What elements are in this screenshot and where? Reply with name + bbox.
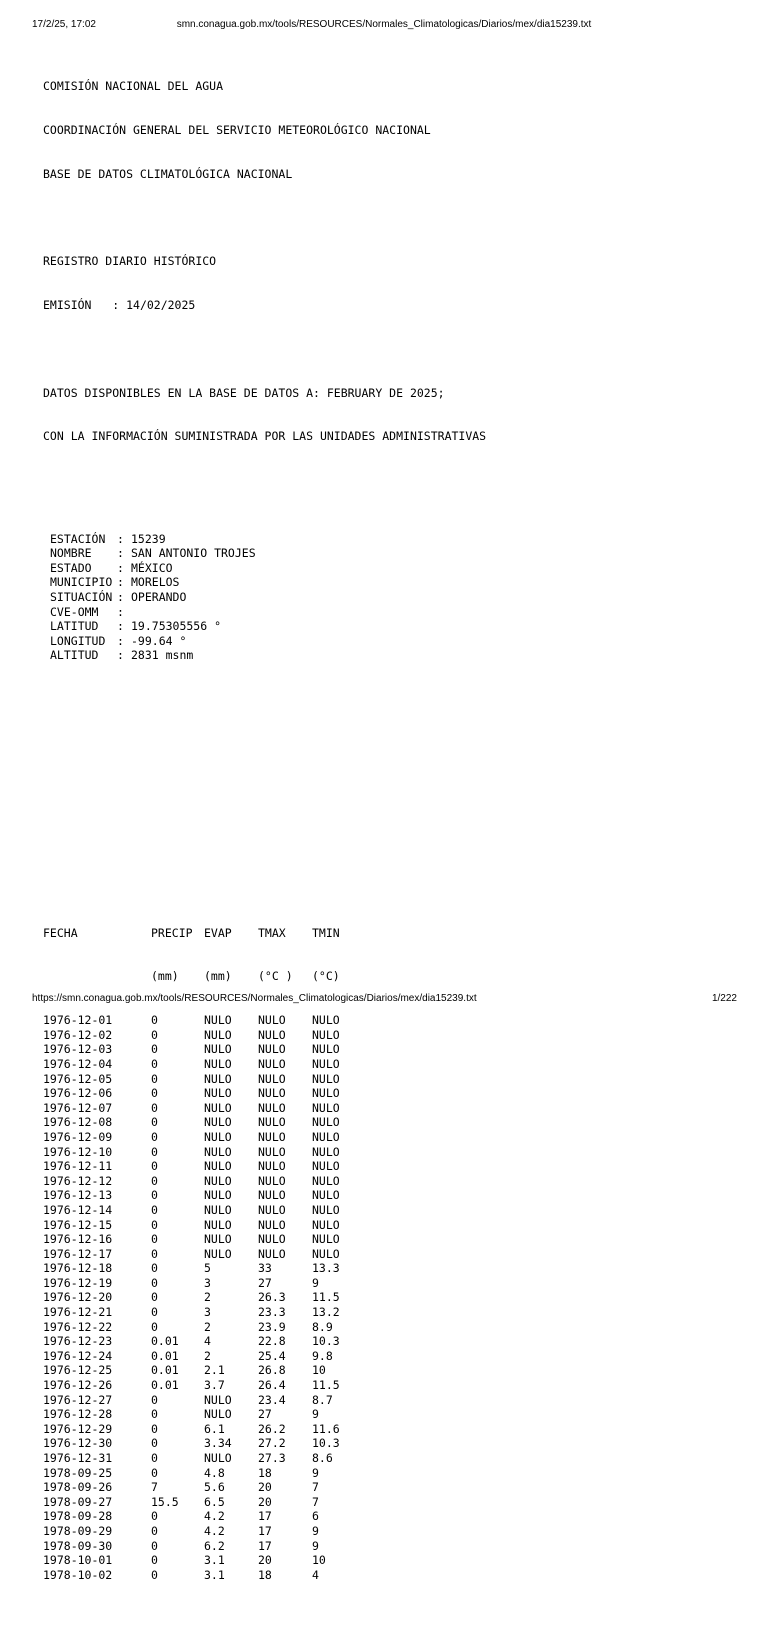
cell-evap: 4.2 [204,1509,225,1524]
cell-tmin: NULO [312,1144,340,1159]
cell-precip: 0 [151,1392,158,1407]
cell-tmax: 20 [258,1480,272,1495]
cell-precip: 0 [151,1129,158,1144]
org-line-3: BASE DE DATOS CLIMATOLÓGICA NACIONAL [43,166,293,181]
cell-fecha: 1976-12-15 [43,1217,113,1232]
cell-tmin: 8.7 [312,1392,333,1407]
table-row [43,1145,486,1160]
station-field-row [43,532,486,547]
cell-tmax: 33 [258,1261,272,1276]
cell-tmin: NULO [312,1056,340,1071]
cell-fecha: 1976-12-16 [43,1232,113,1247]
cell-precip: 7 [151,1480,158,1495]
cell-fecha: 1978-09-25 [43,1465,113,1480]
station-field-value: OPERANDO [131,589,187,604]
table-row [43,1393,486,1408]
column-header-evap: EVAP [204,925,232,940]
cell-precip: 0 [151,1042,158,1057]
table-row [43,1290,486,1305]
cell-tmin: 9 [312,1465,319,1480]
cell-precip: 0 [151,1188,158,1203]
record-title: REGISTRO DIARIO HISTÓRICO [43,254,217,269]
cell-fecha: 1976-12-17 [43,1246,113,1261]
cell-evap: 2 [204,1290,211,1305]
cell-fecha: 1976-12-31 [43,1451,113,1465]
cell-fecha: 1978-10-01 [43,1553,113,1568]
cell-tmax: 23.4 [258,1392,286,1407]
org-line-2: COORDINACIÓN GENERAL DEL SERVICIO METEOROLÓGICO NACIONAL [43,122,431,137]
cell-evap: 2 [204,1319,211,1334]
cell-fecha: 1976-12-13 [43,1188,113,1203]
cell-precip: 0 [151,1100,158,1115]
cell-fecha: 1978-09-28 [43,1509,113,1524]
cell-precip: 0 [151,1465,158,1480]
cell-tmin: NULO [312,1100,340,1115]
table-row [43,1072,486,1087]
cell-tmax: NULO [258,1144,286,1159]
cell-tmin: 11.5 [312,1378,340,1393]
cell-fecha: 1976-12-14 [43,1202,113,1217]
cell-precip: 0 [151,1509,158,1524]
cell-evap: NULO [204,1027,232,1042]
table-row [43,1247,486,1262]
cell-evap: 4.2 [204,1523,225,1538]
cell-tmin: 10 [312,1553,326,1568]
cell-tmax: 26.2 [258,1421,286,1436]
cell-evap: NULO [204,1144,232,1159]
table-row [43,1378,486,1393]
cell-precip: 0 [151,1217,158,1232]
station-field-label: ESTADO [50,560,92,575]
cell-evap: NULO [204,1392,232,1407]
cell-tmin: NULO [312,1129,340,1144]
cell-evap: NULO [204,1202,232,1217]
table-row [43,1480,486,1495]
station-field-separator: : [117,531,124,546]
cell-tmax: NULO [258,1071,286,1086]
cell-evap: 3.7 [204,1378,225,1393]
cell-tmin: 9.8 [312,1348,333,1363]
station-field-value: 2831 msnm [131,648,194,663]
cell-tmin: NULO [312,1202,340,1217]
cell-evap: NULO [204,1188,232,1203]
station-field-label: ALTITUD [50,648,99,663]
cell-fecha: 1976-12-09 [43,1129,113,1144]
cell-tmin: NULO [312,1246,340,1261]
table-row [43,1320,486,1335]
cell-evap: NULO [204,1086,232,1101]
column-unit-fecha [43,969,151,984]
cell-tmin: 11.6 [312,1421,340,1436]
cell-fecha: 1976-12-23 [43,1334,113,1349]
cell-fecha: 1978-09-26 [43,1480,113,1495]
cell-evap: NULO [204,1042,232,1057]
cell-evap: NULO [204,1407,232,1422]
cell-evap: 4.8 [204,1465,225,1480]
cell-evap: NULO [204,1129,232,1144]
table-row [43,1539,486,1554]
cell-tmin: NULO [312,1027,340,1042]
cell-tmin: NULO [312,1217,340,1232]
cell-fecha: 1978-09-30 [43,1538,113,1553]
cell-tmin: 13.3 [312,1261,340,1276]
cell-precip: 0 [151,1202,158,1217]
cell-tmin: 9 [312,1275,319,1290]
cell-precip: 0 [151,1071,158,1086]
cell-evap: 6.1 [204,1421,225,1436]
column-header-tmax: TMAX [258,925,286,940]
cell-precip: 0 [151,1451,158,1465]
station-field-value: SAN ANTONIO TROJES [131,546,256,561]
table-row [43,1203,486,1218]
cell-tmin: 7 [312,1494,319,1509]
station-field-label: MUNICIPIO [50,575,113,590]
table-row [43,1057,486,1072]
cell-fecha: 1976-12-07 [43,1100,113,1115]
column-unit-evap: (mm) [204,969,232,984]
cell-tmax: NULO [258,1246,286,1261]
cell-precip: 0 [151,1086,158,1101]
station-field-row [43,605,486,620]
station-field-value: 19.75305556 ° [131,619,222,634]
emission-value: 14/02/2025 [126,298,196,313]
column-header-precip: PRECIP [151,925,193,940]
table-row [43,1436,486,1451]
cell-precip: 0 [151,1553,158,1568]
table-row [43,1042,486,1057]
cell-fecha: 1976-12-18 [43,1261,113,1276]
cell-fecha: 1976-12-06 [43,1086,113,1101]
availability-line-2: CON LA INFORMACIÓN SUMINISTRADA POR LAS UNIDADES ADMINISTRATIVAS [43,429,487,444]
station-field-value: MÉXICO [131,560,173,575]
station-field-label: ESTACIÓN [50,531,106,546]
cell-fecha: 1976-12-29 [43,1421,113,1436]
station-field-label: CVE-OMM [50,604,99,619]
cell-tmin: NULO [312,1013,340,1028]
cell-tmax: 27 [258,1275,272,1290]
table-row [43,1407,486,1422]
cell-evap: NULO [204,1100,232,1115]
cell-precip: 0 [151,1305,158,1320]
cell-precip: 0 [151,1027,158,1042]
station-field-value: MORELOS [131,575,180,590]
cell-tmin: 10 [312,1363,326,1378]
cell-fecha: 1978-10-02 [43,1567,113,1582]
cell-evap: 6.2 [204,1538,225,1553]
cell-precip: 0 [151,1407,158,1422]
cell-tmax: 23.3 [258,1305,286,1320]
cell-precip: 0 [151,1115,158,1130]
table-row [43,1159,486,1174]
cell-tmin: NULO [312,1173,340,1188]
station-field-separator: : [117,546,124,561]
cell-tmax: NULO [258,1013,286,1028]
cell-fecha: 1976-12-01 [43,1013,113,1028]
cell-precip: 0 [151,1246,158,1261]
cell-tmax: 27.2 [258,1436,286,1451]
cell-precip: 0 [151,1523,158,1538]
station-field-label: SITUACIÓN [50,589,113,604]
cell-evap: NULO [204,1056,232,1071]
cell-tmax: 22.8 [258,1334,286,1349]
cell-tmin: 9 [312,1407,319,1422]
cell-evap: NULO [204,1217,232,1232]
cell-tmin: 7 [312,1480,319,1495]
table-row [43,1349,486,1364]
cell-evap: 3 [204,1275,211,1290]
cell-fecha: 1976-12-26 [43,1378,113,1393]
cell-tmin: 9 [312,1538,319,1553]
cell-tmax: 26.4 [258,1378,286,1393]
station-field-label: LATITUD [50,619,99,634]
cell-precip: 0 [151,1436,158,1451]
cell-precip: 0 [151,1013,158,1028]
cell-evap: 2.1 [204,1363,225,1378]
station-field-row [43,590,486,605]
print-datetime: 17/2/25, 17:02 [32,19,96,30]
station-field-label: NOMBRE [50,546,92,561]
cell-evap: 3.1 [204,1553,225,1568]
cell-fecha: 1978-09-27 [43,1494,113,1509]
cell-precip: 0 [151,1232,158,1247]
cell-fecha: 1976-12-22 [43,1319,113,1334]
cell-tmax: NULO [258,1217,286,1232]
station-field-row [43,575,486,590]
cell-tmin: NULO [312,1188,340,1203]
station-field-row [43,561,486,576]
table-row [43,1101,486,1116]
table-row [43,1363,486,1378]
cell-tmax: 27.3 [258,1451,286,1465]
cell-tmin: 10.3 [312,1436,340,1451]
cell-tmin: NULO [312,1232,340,1247]
cell-evap: NULO [204,1071,232,1086]
cell-evap: 3.34 [204,1436,232,1451]
cell-tmax: 27 [258,1407,272,1422]
table-row [43,1013,486,1028]
cell-tmax: NULO [258,1159,286,1174]
station-field-row [43,648,486,663]
cell-fecha: 1976-12-19 [43,1275,113,1290]
cell-tmin: 6 [312,1509,319,1524]
table-row [43,1188,486,1203]
cell-tmax: 26.3 [258,1290,286,1305]
cell-precip: 0 [151,1567,158,1582]
station-field-separator: : [117,633,124,648]
cell-precip: 0 [151,1261,158,1276]
cell-tmax: 20 [258,1494,272,1509]
station-field-row [43,619,486,634]
cell-tmax: 25.4 [258,1348,286,1363]
table-row [43,1276,486,1291]
cell-tmax: NULO [258,1129,286,1144]
cell-evap: 5.6 [204,1480,225,1495]
cell-tmin: NULO [312,1086,340,1101]
table-row [43,1130,486,1145]
table-units-row [43,969,486,984]
cell-precip: 0.01 [151,1334,179,1349]
table-row [43,1232,486,1247]
cell-tmax: NULO [258,1100,286,1115]
table-row [43,1553,486,1568]
cell-tmax: NULO [258,1232,286,1247]
table-row [43,1174,486,1189]
cell-tmax: NULO [258,1086,286,1101]
cell-tmax: NULO [258,1056,286,1071]
table-row [43,1305,486,1320]
cell-tmax: NULO [258,1115,286,1130]
cell-fecha: 1978-09-29 [43,1523,113,1538]
station-field-value: 15239 [131,531,166,546]
emission-line: EMISIÓN : 14/02/2025 [43,298,196,313]
table-row [43,1466,486,1481]
cell-evap: 2 [204,1348,211,1363]
cell-fecha: 1976-12-03 [43,1042,113,1057]
table-row [43,1422,486,1437]
cell-precip: 0.01 [151,1363,179,1378]
print-url: https://smn.conagua.gob.mx/tools/RESOURCES/Normales_Climatologicas/Diarios/mex/dia15239.txt [32,993,477,1004]
cell-precip: 0.01 [151,1348,179,1363]
station-field-separator: : [117,648,124,663]
table-row [43,1568,486,1583]
cell-tmin: NULO [312,1071,340,1086]
cell-tmax: NULO [258,1188,286,1203]
table-row [43,1086,486,1101]
cell-tmax: 18 [258,1465,272,1480]
table-row [43,1451,486,1466]
cell-evap: 6.5 [204,1494,225,1509]
station-field-label: LONGITUD [50,633,106,648]
print-page-number: 1/222 [711,993,737,1004]
table-row [43,1218,486,1233]
cell-tmax: NULO [258,1202,286,1217]
cell-fecha: 1976-12-04 [43,1056,113,1071]
cell-evap: 5 [204,1261,211,1276]
cell-precip: 0 [151,1290,158,1305]
cell-precip: 0 [151,1275,158,1290]
cell-tmin: NULO [312,1159,340,1174]
cell-tmin: NULO [312,1115,340,1130]
cell-fecha: 1976-12-20 [43,1290,113,1305]
cell-precip: 0.01 [151,1378,179,1393]
cell-precip: 0 [151,1421,158,1436]
cell-fecha: 1976-12-28 [43,1407,113,1422]
cell-tmax: 20 [258,1553,272,1568]
cell-fecha: 1976-12-25 [43,1363,113,1378]
cell-evap: NULO [204,1013,232,1028]
table-row [43,1334,486,1349]
column-header-tmin: TMIN [312,925,340,940]
cell-tmax: NULO [258,1027,286,1042]
cell-precip: 15.5 [151,1494,179,1509]
column-unit-precip: (mm) [151,969,179,984]
document-body [43,50,486,1626]
cell-evap: NULO [204,1246,232,1261]
cell-precip: 0 [151,1173,158,1188]
cell-precip: 0 [151,1144,158,1159]
cell-tmax: 26.8 [258,1363,286,1378]
table-row [43,1524,486,1539]
cell-tmax: 23.9 [258,1319,286,1334]
cell-tmax: 17 [258,1538,272,1553]
cell-precip: 0 [151,1538,158,1553]
station-field-separator: : [117,619,124,634]
cell-tmax: 18 [258,1567,272,1582]
cell-precip: 0 [151,1056,158,1071]
cell-tmin: 13.2 [312,1305,340,1320]
cell-tmin: 4 [312,1567,319,1582]
cell-fecha: 1976-12-11 [43,1159,113,1174]
table-header-row [43,926,486,941]
column-unit-tmax: (°C ) [258,969,293,984]
cell-evap: 4 [204,1334,211,1349]
table-row [43,1115,486,1130]
cell-fecha: 1976-12-08 [43,1115,113,1130]
cell-tmax: NULO [258,1042,286,1057]
cell-fecha: 1976-12-30 [43,1436,113,1451]
cell-tmax: NULO [258,1173,286,1188]
cell-evap: 3 [204,1305,211,1320]
table-row [43,1261,486,1276]
cell-fecha: 1976-12-24 [43,1348,113,1363]
cell-evap: NULO [204,1451,232,1465]
table-row [43,1509,486,1524]
station-field-separator: : [117,589,124,604]
cell-evap: NULO [204,1115,232,1130]
cell-tmin: 9 [312,1523,319,1538]
print-page-title: smn.conagua.gob.mx/tools/RESOURCES/Normales_Climatologicas/Diarios/mex/dia15239.txt [176,19,592,30]
cell-fecha: 1976-12-05 [43,1071,113,1086]
station-field-separator: : [117,560,124,575]
cell-tmin: 10.3 [312,1334,340,1349]
table-body [43,1013,486,1582]
org-line-1: COMISIÓN NACIONAL DEL AGUA [43,79,224,94]
cell-tmin: 11.5 [312,1290,340,1305]
cell-tmax: 17 [258,1509,272,1524]
cell-evap: NULO [204,1159,232,1174]
station-field-separator: : [117,575,124,590]
table-row [43,1028,486,1043]
column-header-fecha: FECHA [43,925,78,940]
cell-tmax: 17 [258,1523,272,1538]
station-fields [43,532,486,663]
cell-fecha: 1976-12-02 [43,1027,113,1042]
station-field-value: -99.64 ° [131,633,187,648]
cell-fecha: 1976-12-12 [43,1173,113,1188]
cell-fecha: 1976-12-21 [43,1305,113,1320]
cell-precip: 0 [151,1319,158,1334]
cell-evap: 3.1 [204,1567,225,1582]
cell-fecha: 1976-12-10 [43,1144,113,1159]
station-field-separator: : [117,604,124,619]
cell-fecha: 1976-12-27 [43,1392,113,1407]
table-row [43,1495,486,1510]
cell-tmin: 8.6 [312,1451,333,1465]
station-field-row [43,546,486,561]
cell-evap: NULO [204,1173,232,1188]
cell-tmin: NULO [312,1042,340,1057]
cell-evap: NULO [204,1232,232,1247]
column-unit-tmin: (°C) [312,969,340,984]
station-field-row [43,634,486,649]
availability-line-1: DATOS DISPONIBLES EN LA BASE DE DATOS A: FEBRUARY DE 2025; [43,385,445,400]
emission-label: EMISIÓN [43,298,92,313]
cell-tmin: 8.9 [312,1319,333,1334]
cell-precip: 0 [151,1159,158,1174]
